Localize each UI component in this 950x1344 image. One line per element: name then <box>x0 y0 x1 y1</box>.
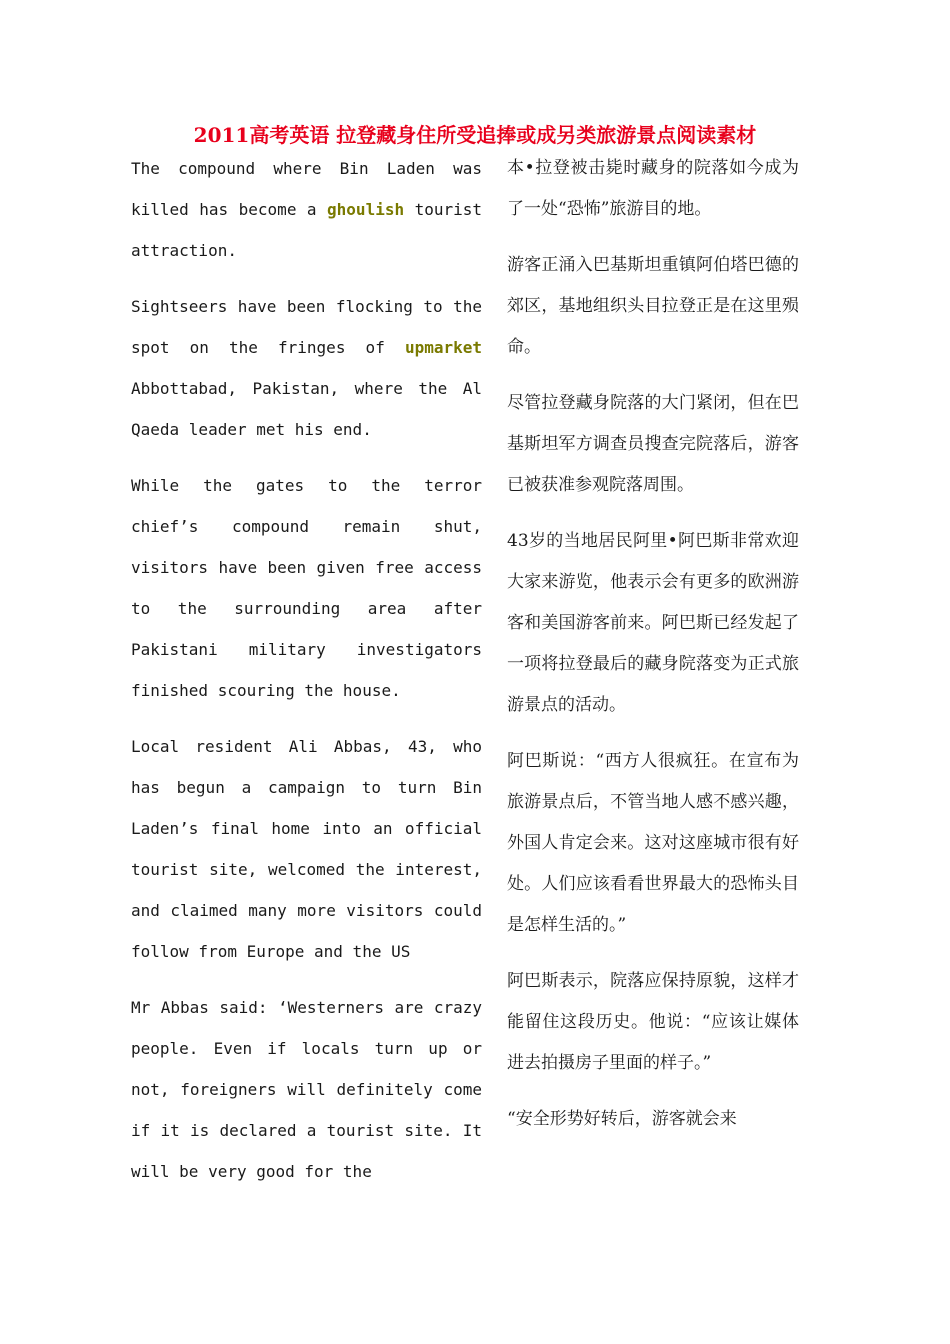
english-paragraph-1-end: tourist attraction. <box>131 200 482 260</box>
english-paragraph-1-start: The compound where Bin Laden was killed has become a <box>131 159 482 219</box>
chinese-paragraph-3: 尽管拉登藏身院落的大门紧闭，但在巴基斯坦军方调查员搜查完院落后，游客已被获准参观院落周围。 <box>507 393 799 495</box>
english-paragraph-2-end: Abbottabad, Pakistan, where the Al Qaeda leader met his end. <box>131 379 482 439</box>
english-paragraph-3: While the gates to the terror chief’s compound remain shut, visitors have been given free access to the surrounding area after Pakistani military investigators finished scouring the house. <box>131 476 482 700</box>
english-paragraph-2 <box>131 286 482 450</box>
english-paragraph-4: Local resident Ali Abbas, 43, who has begun a campaign to turn Bin Laden’s final home into an official tourist site, welcomed the interest, and claimed many more visitors could follow from Europe and the US <box>131 737 482 961</box>
english-paragraph-1 <box>131 148 482 271</box>
vocab-word-ghoulish: ghoulish <box>327 200 405 219</box>
chinese-paragraph-6: 阿巴斯表示，院落应保持原貌，这样才能留住这段历史。他说：“应该让媒体进去拍摄房子里面的样子。” <box>507 971 799 1073</box>
chinese-column <box>507 148 799 1155</box>
document-title: 2011高考英语 拉登藏身住所受追捧或成另类旅游景点阅读素材 <box>193 123 757 147</box>
chinese-paragraph-2: 游客正涌入巴基斯坦重镇阿伯塔巴德的郊区，基地组织头目拉登正是在这里殒命。 <box>507 255 799 357</box>
vocab-word-upmarket: upmarket <box>404 338 482 357</box>
chinese-paragraph-1: 本•拉登被击毙时藏身的院落如今成为了一处“恐怖”旅游目的地。 <box>507 158 799 219</box>
chinese-paragraph-4: 43岁的当地居民阿里•阿巴斯非常欢迎大家来游览，他表示会有更多的欧洲游客和美国游客前来。阿巴斯已经发起了一项将拉登最后的藏身院落变为正式旅游景点的活动。 <box>507 531 799 715</box>
english-paragraph-5: Mr Abbas said: ‘Westerners are crazy people. Even if locals turn up or not, foreigners will definitely come if it is declared a tourist site. It will be very good for the <box>131 998 482 1181</box>
chinese-paragraph-5: 阿巴斯说：“西方人很疯狂。在宣布为旅游景点后，不管当地人感不感兴趣，外国人肯定会来。这对这座城市很有好处。人们应该看看世界最大的恐怖头目是怎样生活的。” <box>507 751 799 935</box>
english-paragraph-2-start: Sightseers have been flocking to the spot on the fringes of <box>131 297 482 357</box>
english-column <box>131 148 482 1207</box>
chinese-paragraph-7: “安全形势好转后，游客就会来 <box>507 1109 737 1129</box>
